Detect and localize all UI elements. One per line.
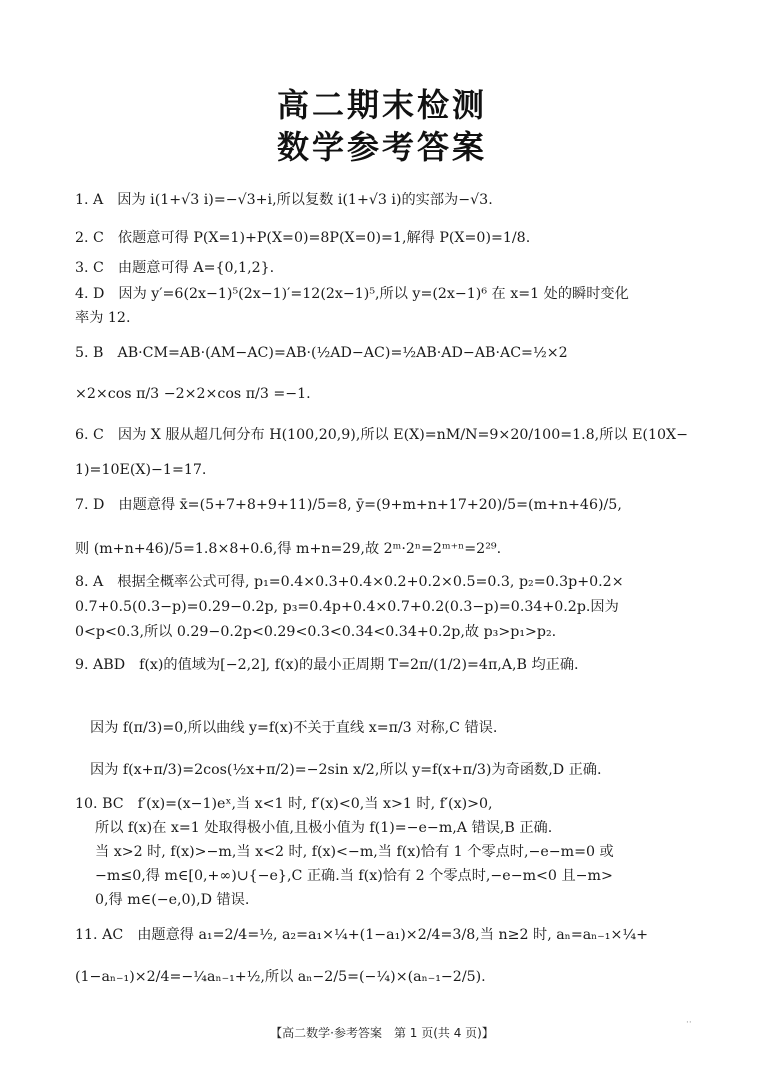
answer-number: 6. C (75, 427, 104, 443)
answer-7 (75, 495, 700, 515)
answer-9-cont-1: 因为 f(π/3)=0,所以曲线 y=f(x)不关于直线 x=π/3 对称,C 错误. (90, 720, 498, 736)
answer-text: f(x)的值域为[−2,2], f(x)的最小正周期 T=2π/(1/2)=4π,A,B 均正确. (139, 657, 579, 673)
answer-4-cont: 率为 12. (75, 310, 131, 326)
answer-number: 1. A (75, 192, 104, 208)
answer-text: 根据全概率公式可得, p₁=0.4×0.3+0.4×0.2+0.2×0.5=0.3, p₂=0.3p+0.2× (117, 574, 624, 590)
answer-9 (75, 655, 700, 675)
answer-8-cont-2: 0<p<0.3,所以 0.29−0.2p<0.29<0.3<0.34<0.34+0.2p,故 p₃>p₁>p₂. (75, 624, 557, 640)
corner-dots: ·· (686, 1018, 692, 1028)
answer-number: 7. D (75, 497, 105, 513)
answer-10-cont-4: 0,得 m∈(−e,0),D 错误. (95, 892, 250, 908)
answer-number: 10. BC (75, 796, 124, 812)
answer-11 (75, 925, 700, 945)
answer-8 (75, 572, 700, 592)
answer-3 (75, 258, 700, 278)
answer-number: 11. AC (75, 927, 124, 943)
answer-text: AB·CM=AB·(AM−AC)=AB·(½AD−AC)=½AB·AD−AB·AC=½×2 (117, 345, 568, 361)
answer-5 (75, 343, 700, 363)
answer-text: 由题意得 x̄=(5+7+8+9+11)/5=8, ȳ=(9+m+n+17+20)/5=(m+n+46)/5, (118, 497, 622, 513)
answer-number: 9. ABD (75, 657, 126, 673)
answer-number: 2. C (75, 230, 104, 246)
answer-1 (75, 190, 700, 210)
answer-6-cont: 1)=10E(X)−1=17. (75, 462, 207, 478)
answer-8-cont-1: 0.7+0.5(0.3−p)=0.29−0.2p, p₃=0.4p+0.4×0.7+0.2(0.3−p)=0.34+0.2p.因为 (75, 599, 619, 615)
answer-4 (75, 284, 700, 304)
answer-9-cont-2: 因为 f(x+π/3)=2cos(½x+π/2)=−2sin x/2,所以 y=f(x+π/3)为奇函数,D 正确. (90, 762, 602, 778)
answer-2 (75, 228, 700, 248)
answer-10-cont-2: 当 x>2 时, f(x)>−m,当 x<2 时, f(x)<−m,当 f(x)恰有 1 个零点时,−e−m=0 或 (95, 844, 614, 860)
answer-text: 因为 X 服从超几何分布 H(100,20,9),所以 E(X)=nM/N=9×20/100=1.8,所以 E(10X− (117, 427, 689, 443)
answer-text: 依题意可得 P(X=1)+P(X=0)=8P(X=0)=1,解得 P(X=0)=1/8. (117, 230, 531, 246)
answer-10 (75, 794, 700, 814)
page-subtitle: 数学参考答案 (276, 128, 487, 166)
page-title: 高二期末检测 (276, 86, 487, 124)
answer-text: f′(x)=(x−1)eˣ,当 x<1 时, f′(x)<0,当 x>1 时, f′(x)>0, (137, 796, 493, 812)
answer-10-cont-3: −m≤0,得 m∈[0,+∞)∪{−e},C 正确.当 f(x)恰有 2 个零点时,−e−m<0 且−m> (95, 868, 613, 884)
answer-text: 因为 y′=6(2x−1)⁵(2x−1)′=12(2x−1)⁵,所以 y=(2x−1)⁶ 在 x=1 处的瞬时变化 (118, 286, 629, 302)
answer-5-cont: ×2×cos π/3 −2×2×cos π/3 =−1. (75, 386, 311, 402)
page-footer: 【高二数学·参考答案 第 1 页(共 4 页)】 (270, 1026, 494, 1040)
answer-number: 3. C (75, 260, 104, 276)
answer-text: 由题意可得 A={0,1,2}. (117, 260, 275, 276)
answer-7-cont: 则 (m+n+46)/5=1.8×8+0.6,得 m+n=29,故 2ᵐ·2ⁿ=2ᵐ⁺ⁿ=2²⁹. (75, 541, 502, 557)
answer-number: 8. A (75, 574, 104, 590)
answer-text: 因为 i(1+√3 i)=−√3+i,所以复数 i(1+√3 i)的实部为−√3. (117, 192, 493, 208)
answer-text: 由题意得 a₁=2/4=½, a₂=a₁×¼+(1−a₁)×2/4=3/8,当 n≥2 时, aₙ=aₙ₋₁×¼+ (137, 927, 649, 943)
answer-10-cont-1: 所以 f(x)在 x=1 处取得极小值,且极小值为 f(1)=−e−m,A 错误,B 正确. (95, 820, 553, 836)
answer-number: 4. D (75, 286, 105, 302)
answer-11-cont: (1−aₙ₋₁)×2/4=−¼aₙ₋₁+½,所以 aₙ−2/5=(−¼)×(aₙ₋₁−2/5). (75, 969, 486, 985)
answer-6 (75, 425, 700, 445)
answer-number: 5. B (75, 345, 104, 361)
